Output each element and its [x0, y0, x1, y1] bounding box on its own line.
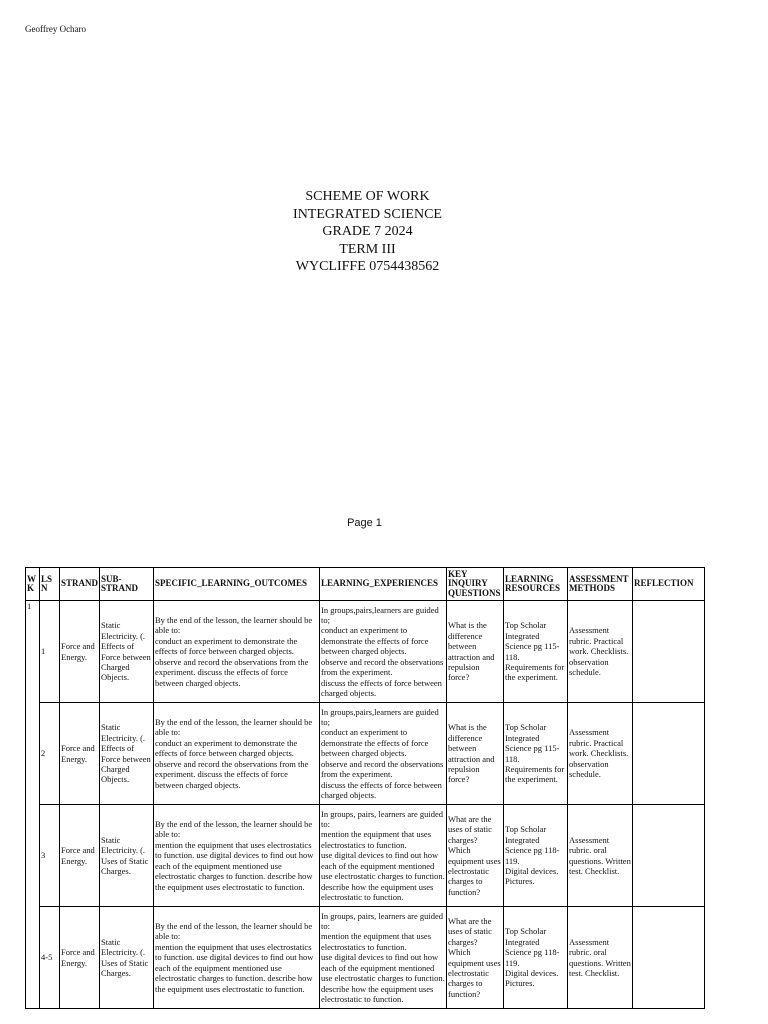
week-cell: 1	[26, 601, 40, 1009]
sub-strand-cell: Static Electricity. (. Uses of Static Charges.	[100, 907, 154, 1009]
outcomes-cell: By the end of the lesson, the learner should be able to: conduct an experiment to demonstrate the effects of force between charged objects. observe and record the observations from the experiment. discuss the effects of force between charged objects.	[154, 601, 320, 703]
table-header-row	[26, 568, 705, 601]
author-name: Geoffrey Ocharo	[25, 24, 87, 34]
outcomes-cell: By the end of the lesson, the learner should be able to: conduct an experiment to demonstrate the effects of force between charged objects. observe and record the observations from the experiment. discuss the effects of force between charged objects.	[154, 703, 320, 805]
header-lsn: LSN	[40, 568, 60, 601]
assessment-cell: Assessment rubric. Practical work. Checklists. observation schedule.	[568, 703, 633, 805]
lsn-cell: 4-5	[40, 907, 60, 1009]
header-experiences: LEARNING_EXPERIENCES	[320, 568, 447, 601]
page-number: Page 1	[347, 517, 382, 529]
sub-strand-cell: Static Electricity. (. Uses of Static Charges.	[100, 805, 154, 907]
title-line: WYCLIFFE 0754438562	[295, 259, 440, 274]
experiences-cell: In groups, pairs, learners are guided to: mention the equipment that uses electrostatics to function. use digital devices to find out how each of the equipment mentioned use electrostatic charges to function. describe how the equipment uses electrostatic to function.	[320, 805, 447, 907]
sub-strand-cell: Static Electricity. (. Effects of Force between Charged Objects.	[100, 601, 154, 703]
reflection-cell	[633, 601, 705, 703]
questions-cell: What are the uses of static charges? Which equipment uses electrostatic charges to function?	[447, 907, 504, 1009]
table-row	[26, 805, 705, 907]
table-row	[26, 907, 705, 1009]
strand-cell: Force and Energy.	[60, 907, 100, 1009]
document-title	[0, 188, 735, 276]
title-line: INTEGRATED SCIENCE	[293, 206, 442, 222]
experiences-cell: In groups,pairs,learners are guided to; conduct an experiment to demonstrate the effects of force between charged objects. observe and record the observations from the experiment. discuss the effects of force between charged objects.	[320, 703, 447, 805]
table-row	[26, 601, 705, 703]
questions-cell: What is the difference between attraction and repulsion force?	[447, 703, 504, 805]
header-wk: WK	[26, 568, 40, 601]
header-questions: KEY INQUIRY QUESTIONS	[447, 568, 504, 601]
header-reflection: REFLECTION	[633, 568, 705, 601]
header-resources: LEARNING RESOURCES	[504, 568, 568, 601]
experiences-cell: In groups, pairs, learners are guided to: mention the equipment that uses electrostatics to function. use digital devices to find out how each of the equipment mentioned use electrostatic charges to function. describe how the equipment uses electrostatic to function.	[320, 907, 447, 1009]
assessment-cell: Assessment rubric. oral questions. Written test. Checklist.	[568, 907, 633, 1009]
strand-cell: Force and Energy.	[60, 703, 100, 805]
lsn-cell: 1	[40, 601, 60, 703]
title-line: SCHEME OF WORK	[305, 189, 430, 204]
questions-cell: What is the difference between attraction and repulsion force?	[447, 601, 504, 703]
resources-cell: Top Scholar Integrated Science pg 115-118. Requirements for the experiment.	[504, 601, 568, 703]
reflection-cell	[633, 805, 705, 907]
lsn-cell: 3	[40, 805, 60, 907]
sub-strand-cell: Static Electricity. (. Effects of Force between Charged Objects.	[100, 703, 154, 805]
table-row	[26, 703, 705, 805]
scheme-of-work-table	[25, 567, 705, 1009]
assessment-cell: Assessment rubric. oral questions. Written test. Checklist.	[568, 805, 633, 907]
strand-cell: Force and Energy.	[60, 805, 100, 907]
outcomes-cell: By the end of the lesson, the learner should be able to: mention the equipment that uses electrostatics to function. use digital devices to find out how each of the equipment mentioned use electrostatic charges to function. describe how the equipment uses electrostatic to function.	[154, 805, 320, 907]
outcomes-cell: By the end of the lesson, the learner should be able to: mention the equipment that uses electrostatics to function. use digital devices to find out how each of the equipment mentioned use electrostatic charges to function. describe how the equipment uses electrostatic to function.	[154, 907, 320, 1009]
reflection-cell	[633, 703, 705, 805]
lsn-cell: 2	[40, 703, 60, 805]
questions-cell: What are the uses of static charges? Which equipment uses electrostatic charges to function?	[447, 805, 504, 907]
resources-cell: Top Scholar Integrated Science pg 115-118. Requirements for the experiment.	[504, 703, 568, 805]
experiences-cell: In groups,pairs,learners are guided to; conduct an experiment to demonstrate the effects of force between charged objects. observe and record the observations from the experiment. discuss the effects of force between charged objects.	[320, 601, 447, 703]
reflection-cell	[633, 907, 705, 1009]
assessment-cell: Assessment rubric. Practical work. Checklists. observation schedule.	[568, 601, 633, 703]
title-line: TERM III	[339, 241, 396, 257]
header-strand: STRAND	[60, 568, 100, 601]
header-outcomes: SPECIFIC_LEARNING_OUTCOMES	[154, 568, 320, 601]
resources-cell: Top Scholar Integrated Science pg 118-119. Digital devices. Pictures.	[504, 805, 568, 907]
title-line: GRADE 7 2024	[322, 224, 413, 239]
strand-cell: Force and Energy.	[60, 601, 100, 703]
header-sub-strand: SUB-STRAND	[100, 568, 154, 601]
header-assessment: ASSESSMENT METHODS	[568, 568, 633, 601]
resources-cell: Top Scholar Integrated Science pg 118-119. Digital devices. Pictures.	[504, 907, 568, 1009]
